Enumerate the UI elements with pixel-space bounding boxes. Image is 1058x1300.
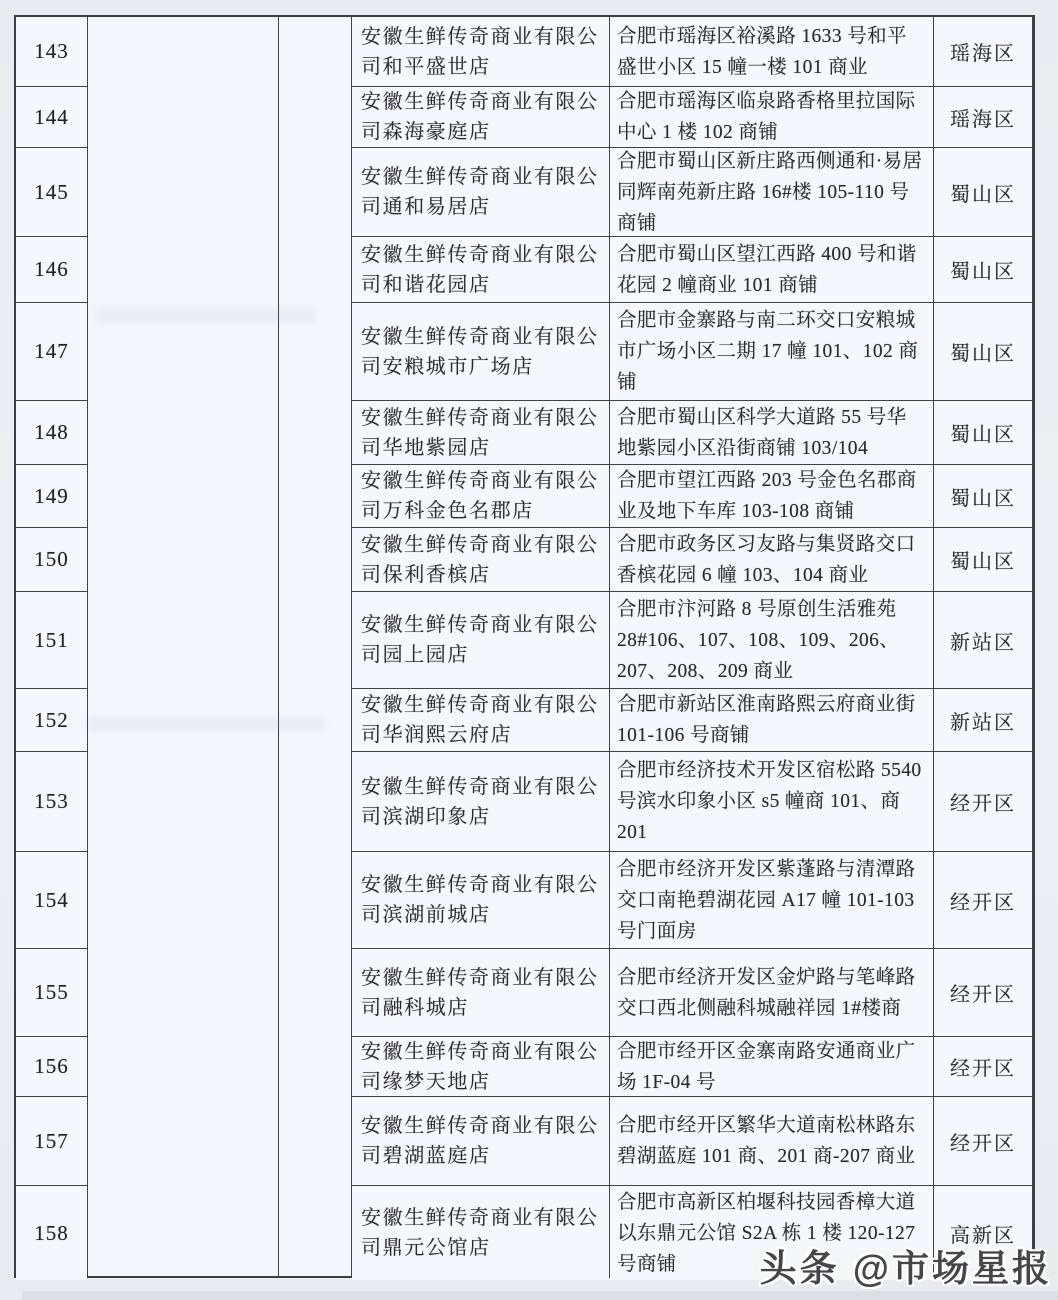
column-districts bbox=[934, 17, 1033, 1276]
store-name-cell bbox=[352, 689, 609, 752]
store-name-text: 安徽生鲜传奇商业有限公司保利香槟店 bbox=[361, 533, 599, 586]
address-text: 合肥市经开区繁华大道南松林路东碧湖蓝庭 101 商、201 商-207 商业 bbox=[617, 1115, 916, 1167]
store-name-text: 安徽生鲜传奇商业有限公司和谐花园店 bbox=[361, 243, 599, 296]
address-cell bbox=[610, 87, 933, 148]
address-cell bbox=[610, 949, 933, 1037]
address-cell bbox=[610, 17, 933, 87]
address-cell bbox=[610, 148, 933, 237]
store-name-cell bbox=[352, 1037, 609, 1097]
column-addresses bbox=[610, 17, 934, 1276]
address-cell bbox=[610, 528, 933, 592]
district-cell: 瑶海区 bbox=[934, 17, 1032, 87]
address-text: 合肥市经济技术开发区宿松路 5540 号滨水印象小区 s5 幢商 101、商 201 bbox=[617, 760, 922, 843]
store-name-text: 安徽生鲜传奇商业有限公司园上园店 bbox=[361, 614, 599, 666]
address-text: 合肥市蜀山区望江西路 400 号和谐花园 2 幢商业 101 商铺 bbox=[617, 243, 917, 296]
column-row-numbers bbox=[16, 17, 88, 1276]
row-number-cell: 143 bbox=[16, 17, 87, 87]
store-name-cell bbox=[352, 237, 609, 303]
store-name-text: 安徽生鲜传奇商业有限公司滨湖印象店 bbox=[361, 775, 599, 828]
row-number-cell: 154 bbox=[16, 852, 87, 949]
store-name-cell bbox=[352, 148, 609, 237]
address-cell bbox=[610, 465, 933, 528]
row-number-cell: 150 bbox=[16, 528, 87, 592]
empty-merged-cell bbox=[88, 17, 278, 1276]
address-text: 合肥市望江西路 203 号金色名郡商业及地下车库 103-108 商铺 bbox=[617, 470, 917, 522]
address-cell bbox=[610, 401, 933, 465]
row-number-cell: 148 bbox=[16, 401, 87, 465]
district-cell: 经开区 bbox=[934, 949, 1032, 1037]
address-cell bbox=[610, 1037, 933, 1097]
store-name-cell bbox=[352, 401, 609, 465]
row-number-cell: 153 bbox=[16, 752, 87, 852]
address-text: 合肥市政务区习友路与集贤路交口香槟花园 6 幢 103、104 商业 bbox=[617, 533, 916, 586]
district-cell: 瑶海区 bbox=[934, 87, 1032, 148]
address-text: 合肥市瑶海区裕溪路 1633 号和平盛世小区 15 幢一楼 101 商业 bbox=[617, 25, 907, 78]
address-text: 合肥市新站区淮南路熙云府商业街 101-106 号商铺 bbox=[617, 694, 916, 746]
address-cell bbox=[610, 752, 933, 852]
row-number-cell: 157 bbox=[16, 1097, 87, 1186]
district-cell: 经开区 bbox=[934, 752, 1032, 852]
address-text: 合肥市汴河路 8 号原创生活雅苑 28#106、107、108、109、206、207、208、209 商业 bbox=[617, 598, 900, 682]
row-number-cell: 152 bbox=[16, 689, 87, 752]
row-number-cell: 145 bbox=[16, 148, 87, 237]
address-text: 合肥市经济开发区金炉路与笔峰路交口西北侧融科城融祥园 1#楼商 bbox=[617, 966, 916, 1019]
store-name-cell bbox=[352, 528, 609, 592]
column-store-names bbox=[352, 17, 610, 1276]
address-cell bbox=[610, 237, 933, 303]
store-name-text: 安徽生鲜传奇商业有限公司华润熙云府店 bbox=[361, 694, 599, 746]
store-name-text: 安徽生鲜传奇商业有限公司碧湖蓝庭店 bbox=[361, 1115, 599, 1167]
row-number-cell: 155 bbox=[16, 949, 87, 1037]
row-number-cell: 147 bbox=[16, 303, 87, 401]
store-name-cell bbox=[352, 1097, 609, 1186]
store-name-text: 安徽生鲜传奇商业有限公司缘梦天地店 bbox=[361, 1040, 599, 1093]
store-name-text: 安徽生鲜传奇商业有限公司安粮城市广场店 bbox=[361, 325, 599, 378]
district-cell: 经开区 bbox=[934, 1037, 1032, 1097]
district-cell: 蜀山区 bbox=[934, 237, 1032, 303]
address-cell bbox=[610, 592, 933, 689]
district-cell: 新站区 bbox=[934, 592, 1032, 689]
store-name-text: 安徽生鲜传奇商业有限公司和平盛世店 bbox=[361, 25, 599, 78]
store-name-cell bbox=[352, 1186, 609, 1280]
row-number-cell: 149 bbox=[16, 465, 87, 528]
row-number-cell: 146 bbox=[16, 237, 87, 303]
watermark-toutiao: 头条 @市场星报 bbox=[759, 1248, 1052, 1289]
district-cell: 高新区 bbox=[934, 1186, 1032, 1280]
row-number-cell: 144 bbox=[16, 87, 87, 148]
column-merged-blank-wide bbox=[88, 17, 279, 1276]
store-name-text: 安徽生鲜传奇商业有限公司华地紫园店 bbox=[361, 406, 599, 459]
address-cell bbox=[610, 852, 933, 949]
district-cell: 新站区 bbox=[934, 689, 1032, 752]
district-cell: 蜀山区 bbox=[934, 465, 1032, 528]
store-name-text: 安徽生鲜传奇商业有限公司融科城店 bbox=[361, 966, 599, 1019]
address-text: 合肥市蜀山区新庄路西侧通和·易居同辉南苑新庄路 16#楼 105-110 号商铺 bbox=[617, 150, 923, 234]
store-name-cell bbox=[352, 852, 609, 949]
row-number-cell: 151 bbox=[16, 592, 87, 689]
address-text: 合肥市经开区金寨南路安通商业广场 1F-04 号 bbox=[617, 1040, 916, 1093]
district-cell: 经开区 bbox=[934, 1097, 1032, 1186]
district-cell: 蜀山区 bbox=[934, 148, 1032, 237]
store-name-cell bbox=[352, 592, 609, 689]
store-name-cell bbox=[352, 87, 609, 148]
scan-artifact-band bbox=[22, 1291, 1058, 1300]
store-name-cell bbox=[352, 949, 609, 1037]
empty-merged-cell bbox=[279, 17, 351, 1276]
store-name-text: 安徽生鲜传奇商业有限公司鼎元公馆店 bbox=[361, 1207, 599, 1259]
store-name-text: 安徽生鲜传奇商业有限公司万科金色名郡店 bbox=[361, 470, 599, 522]
district-cell: 蜀山区 bbox=[934, 401, 1032, 465]
column-merged-blank-narrow bbox=[279, 17, 352, 1276]
row-number-cell: 156 bbox=[16, 1037, 87, 1097]
district-cell: 经开区 bbox=[934, 852, 1032, 949]
address-text: 合肥市高新区柏堰科技园香樟大道以东鼎元公馆 S2A 栋 1 楼 120-127 号商铺 bbox=[617, 1191, 916, 1275]
store-list-table bbox=[14, 15, 1035, 1278]
store-name-text: 安徽生鲜传奇商业有限公司通和易居店 bbox=[361, 166, 599, 218]
address-text: 合肥市蜀山区科学大道路 55 号华地紫园小区沿街商铺 103/104 bbox=[617, 406, 907, 459]
store-name-cell bbox=[352, 17, 609, 87]
store-name-cell bbox=[352, 465, 609, 528]
store-name-cell bbox=[352, 303, 609, 401]
address-cell bbox=[610, 1097, 933, 1186]
store-name-text: 安徽生鲜传奇商业有限公司森海豪庭店 bbox=[361, 91, 599, 143]
store-name-text: 安徽生鲜传奇商业有限公司滨湖前城店 bbox=[361, 874, 599, 926]
district-cell: 蜀山区 bbox=[934, 528, 1032, 592]
address-text: 合肥市瑶海区临泉路香格里拉国际中心 1 楼 102 商铺 bbox=[617, 91, 916, 143]
store-name-cell bbox=[352, 752, 609, 852]
district-cell: 蜀山区 bbox=[934, 303, 1032, 401]
address-text: 合肥市金寨路与南二环交口安粮城市广场小区二期 17 幢 101、102 商铺 bbox=[617, 310, 919, 393]
row-number-cell: 158 bbox=[16, 1186, 87, 1280]
address-cell bbox=[610, 303, 933, 401]
address-text: 合肥市经济开发区紫蓬路与清潭路交口南艳碧湖花园 A17 幢 101-103 号门面房 bbox=[617, 858, 916, 942]
address-cell bbox=[610, 689, 933, 752]
